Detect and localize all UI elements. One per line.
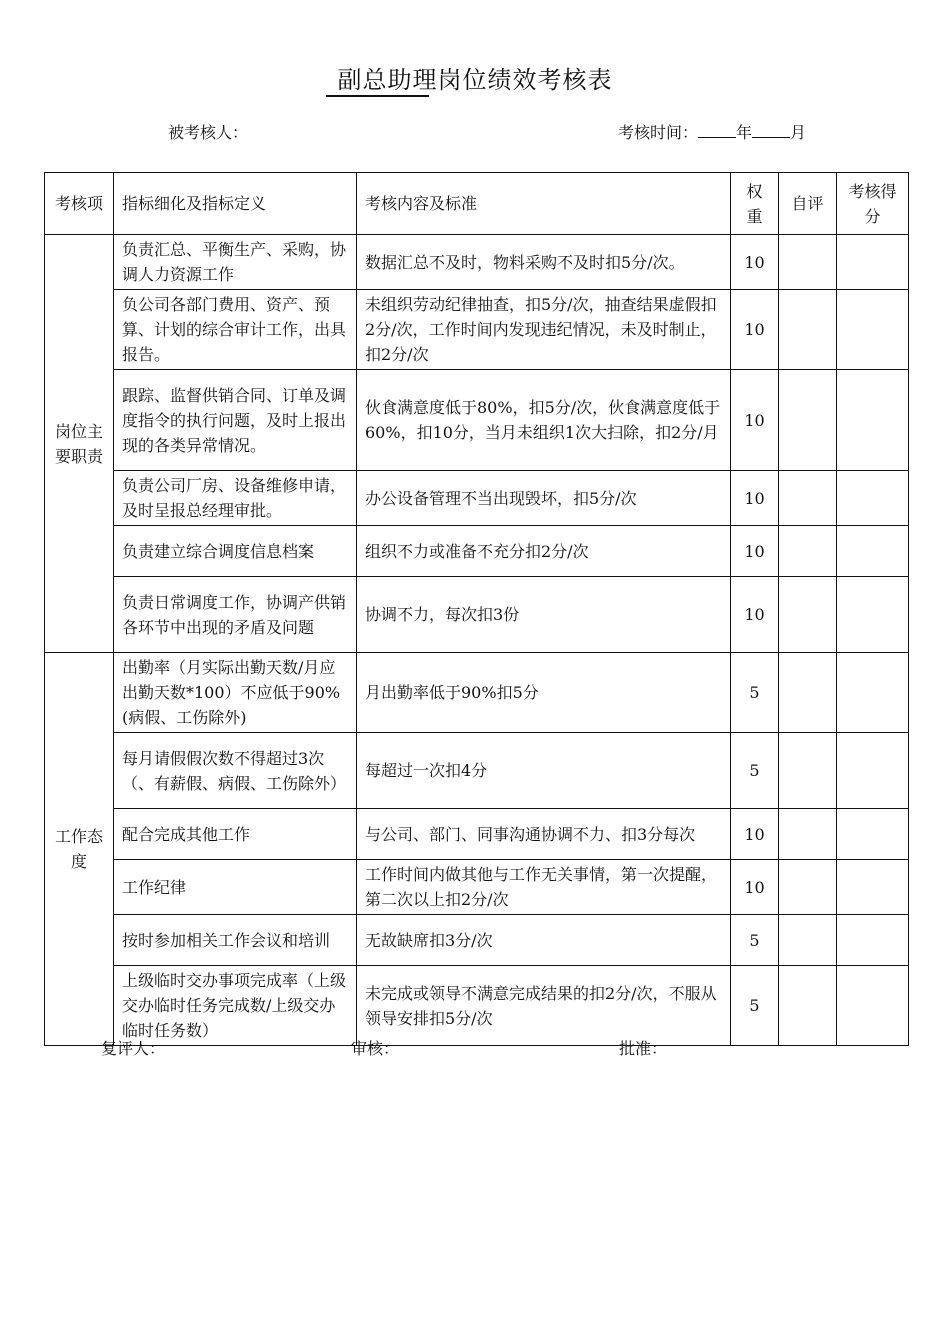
table-row	[45, 966, 909, 1046]
self-eval-cell[interactable]	[779, 733, 837, 809]
indicator-cell: 每月请假假次数不得超过3次（、有薪假、病假、工伤除外）	[114, 733, 357, 809]
indicator-cell: 配合完成其他工作	[114, 809, 357, 860]
indicator-cell: 负责日常调度工作，协调产供销各环节中出现的矛盾及问题	[114, 577, 357, 653]
table-row	[45, 370, 909, 471]
section-label-duties: 岗位主要职责	[45, 235, 114, 653]
weight-cell: 10	[731, 860, 779, 915]
approve-label: 批准：	[619, 1039, 668, 1058]
self-eval-cell[interactable]	[779, 290, 837, 370]
table-row	[45, 577, 909, 653]
score-cell[interactable]	[837, 966, 909, 1046]
standard-cell: 未组织劳动纪律抽查，扣5分/次，抽查结果虚假扣2分/次，工作时间内发现违纪情况，未及时制止，扣2分/次	[357, 290, 731, 370]
self-eval-cell[interactable]	[779, 653, 837, 733]
standard-cell: 月出勤率低于90%扣5分	[357, 653, 731, 733]
score-cell[interactable]	[837, 526, 909, 577]
indicator-cell: 上级临时交办事项完成率（上级交办临时任务完成数/上级交办临时任务数）	[114, 966, 357, 1046]
indicator-cell: 负责建立综合调度信息档案	[114, 526, 357, 577]
score-cell[interactable]	[837, 860, 909, 915]
weight-cell: 5	[731, 653, 779, 733]
section-label-attitude: 工作态度	[45, 653, 114, 1046]
score-cell[interactable]	[837, 915, 909, 966]
self-eval-cell[interactable]	[779, 809, 837, 860]
indicator-cell: 跟踪、监督供销合同、订单及调度指令的执行问题，及时上报出现的各类异常情况。	[114, 370, 357, 471]
assessment-time	[618, 120, 806, 143]
weight-cell: 10	[731, 471, 779, 526]
assessment-table	[44, 172, 909, 1046]
col-header-weight: 权重	[731, 173, 779, 235]
self-eval-cell[interactable]	[779, 235, 837, 290]
standard-cell: 组织不力或准备不充分扣2分/次	[357, 526, 731, 577]
weight-cell: 10	[731, 526, 779, 577]
col-header-score: 考核得分	[837, 173, 909, 235]
indicator-cell: 按时参加相关工作会议和培训	[114, 915, 357, 966]
score-cell[interactable]	[837, 809, 909, 860]
weight-cell: 10	[731, 370, 779, 471]
score-cell[interactable]	[837, 471, 909, 526]
standard-cell: 数据汇总不及时，物料采购不及时扣5分/次。	[357, 235, 731, 290]
indicator-cell: 负责公司厂房、设备维修申请，及时呈报总经理审批。	[114, 471, 357, 526]
month-label: 月	[790, 123, 807, 142]
weight-cell: 10	[731, 809, 779, 860]
table-row	[45, 471, 909, 526]
weight-cell: 10	[731, 290, 779, 370]
standard-cell: 未完成或领导不满意完成结果的扣2分/次，不服从领导安排扣5分/次	[357, 966, 731, 1046]
score-cell[interactable]	[837, 577, 909, 653]
month-blank[interactable]	[752, 121, 790, 138]
self-eval-cell[interactable]	[779, 860, 837, 915]
self-eval-cell[interactable]	[779, 471, 837, 526]
table-row	[45, 526, 909, 577]
standard-cell: 伙食满意度低于80%，扣5分/次，伙食满意度低于60%，扣10分，当月未组织1次大扫除，扣2分/月	[357, 370, 731, 471]
self-eval-cell[interactable]	[779, 915, 837, 966]
table-row	[45, 653, 909, 733]
self-eval-cell[interactable]	[779, 370, 837, 471]
col-header-self-eval: 自评	[779, 173, 837, 235]
col-header-standard: 考核内容及标准	[357, 173, 731, 235]
indicator-cell: 负责汇总、平衡生产、采购，协调人力资源工作	[114, 235, 357, 290]
standard-cell: 与公司、部门、同事沟通协调不力、扣3分每次	[357, 809, 731, 860]
indicator-cell: 负公司各部门费用、资产、预算、计划的综合审计工作，出具报告。	[114, 290, 357, 370]
self-eval-cell[interactable]	[779, 526, 837, 577]
score-cell[interactable]	[837, 370, 909, 471]
time-label: 考核时间：	[618, 123, 699, 142]
table-row	[45, 290, 909, 370]
score-cell[interactable]	[837, 235, 909, 290]
reviewer-label: 复评人：	[101, 1039, 166, 1058]
table-header-row	[45, 173, 909, 235]
year-blank[interactable]	[698, 121, 736, 138]
year-label: 年	[736, 123, 753, 142]
col-header-indicator: 指标细化及指标定义	[114, 173, 357, 235]
table-row	[45, 235, 909, 290]
indicator-cell: 出勤率（月实际出勤天数/月应出勤天数*100）不应低于90%(病假、工伤除外)	[114, 653, 357, 733]
col-header-item: 考核项	[45, 173, 114, 235]
title-underline	[326, 95, 429, 97]
self-eval-cell[interactable]	[779, 966, 837, 1046]
self-eval-cell[interactable]	[779, 577, 837, 653]
page-title: 副总助理岗位绩效考核表	[337, 66, 613, 94]
score-cell[interactable]	[837, 290, 909, 370]
standard-cell: 协调不力，每次扣3份	[357, 577, 731, 653]
standard-cell: 每超过一次扣4分	[357, 733, 731, 809]
standard-cell: 办公设备管理不当出现毁坏，扣5分/次	[357, 471, 731, 526]
indicator-cell: 工作纪律	[114, 860, 357, 915]
weight-cell: 5	[731, 966, 779, 1046]
score-cell[interactable]	[837, 653, 909, 733]
table-row	[45, 915, 909, 966]
weight-cell: 5	[731, 733, 779, 809]
table-row	[45, 733, 909, 809]
score-cell[interactable]	[837, 733, 909, 809]
weight-cell: 10	[731, 235, 779, 290]
table-row	[45, 809, 909, 860]
standard-cell: 无故缺席扣3分/次	[357, 915, 731, 966]
weight-cell: 10	[731, 577, 779, 653]
table-row	[45, 860, 909, 915]
weight-cell: 5	[731, 915, 779, 966]
audit-label: 审核：	[351, 1039, 400, 1058]
examinee-label: 被考核人：	[168, 123, 249, 142]
standard-cell: 工作时间内做其他与工作无关事情，第一次提醒，第二次以上扣2分/次	[357, 860, 731, 915]
